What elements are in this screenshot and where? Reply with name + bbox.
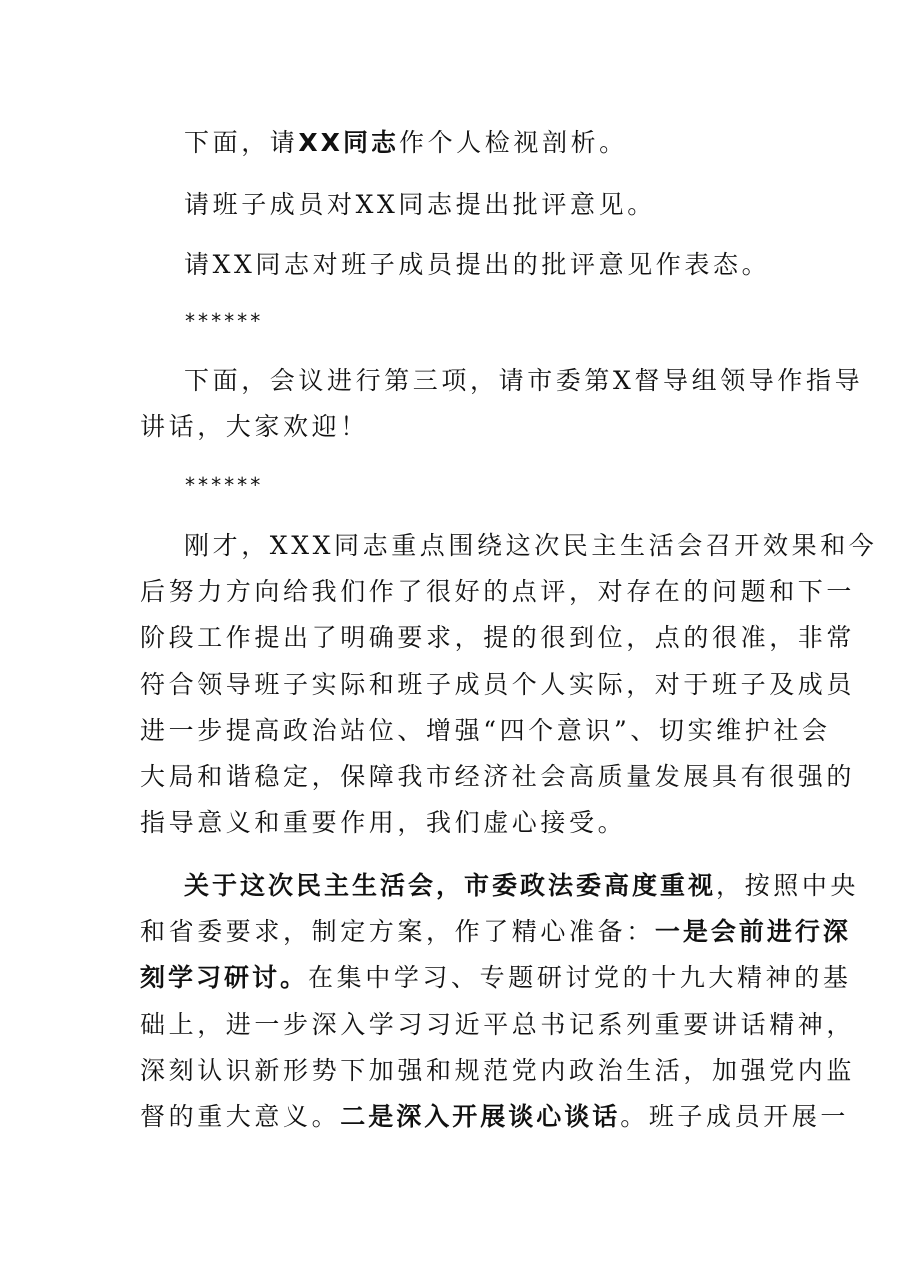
paragraph-line: 请班子成员对XX同志提出批评意见。 xyxy=(184,190,656,219)
bold-text-run: 关于这次民主生活会，市委政法委高度重视 xyxy=(184,871,717,900)
text-run: 下面，请 xyxy=(184,128,299,157)
paragraph-line xyxy=(140,917,851,947)
text-run: ，按照中央 xyxy=(716,871,860,900)
paragraph-line: 础上，进一步深入学习习近平总书记系列重要讲话精神， xyxy=(140,1010,856,1039)
paragraph-line xyxy=(140,1102,849,1132)
bold-text-run: 一是会前进行深 xyxy=(654,917,851,946)
paragraph-line: 深刻认识新形势下加强和规范党内政治生活，加强党内监 xyxy=(140,1056,856,1085)
paragraph-line xyxy=(184,128,628,158)
text-run: 在集中学习、专题研讨党的十九大精神的基 xyxy=(308,963,852,992)
paragraph-line: 大局和谐稳定，保障我市经济社会高质量发展具有很强的 xyxy=(140,762,856,791)
bold-text-run: XX同志 xyxy=(298,128,399,157)
paragraph-line: 刚才，XXX同志重点围绕这次民主生活会召开效果和今 xyxy=(184,531,878,560)
separator-stars: ****** xyxy=(184,473,263,497)
paragraph-line: 符合领导班子实际和班子成员个人实际，对于班子及成员 xyxy=(140,670,856,699)
paragraph-line: 下面，会议进行第三项，请市委第X督导组领导作指导 xyxy=(184,366,864,395)
paragraph-line: 请XX同志对班子成员提出的批评意见作表态。 xyxy=(184,250,771,279)
separator-stars: ****** xyxy=(184,309,263,333)
text-run: 督的重大意义。 xyxy=(140,1102,341,1131)
text-run: 作个人检视剖析。 xyxy=(398,128,628,157)
paragraph-line: 后努力方向给我们作了很好的点评，对存在的问题和下一 xyxy=(140,577,856,606)
paragraph-line xyxy=(140,963,851,993)
bold-text-run: 二是深入开展谈心谈话 xyxy=(340,1102,621,1131)
paragraph-line xyxy=(184,871,859,901)
paragraph-line: 进一步提高政治站位、增强“四个意识”、切实维护社会 xyxy=(140,716,831,745)
text-run: 和省委要求，制定方案，作了精心准备： xyxy=(140,917,655,946)
paragraph-line: 讲话，大家欢迎！ xyxy=(140,412,369,441)
paragraph-line: 指导意义和重要作用，我们虚心接受。 xyxy=(140,808,627,837)
text-run: 。班子成员开展一 xyxy=(620,1102,850,1131)
paragraph-line: 阶段工作提出了明确要求，提的很到位，点的很准，非常 xyxy=(140,623,856,652)
bold-text-run: 刻学习研讨。 xyxy=(140,963,309,992)
